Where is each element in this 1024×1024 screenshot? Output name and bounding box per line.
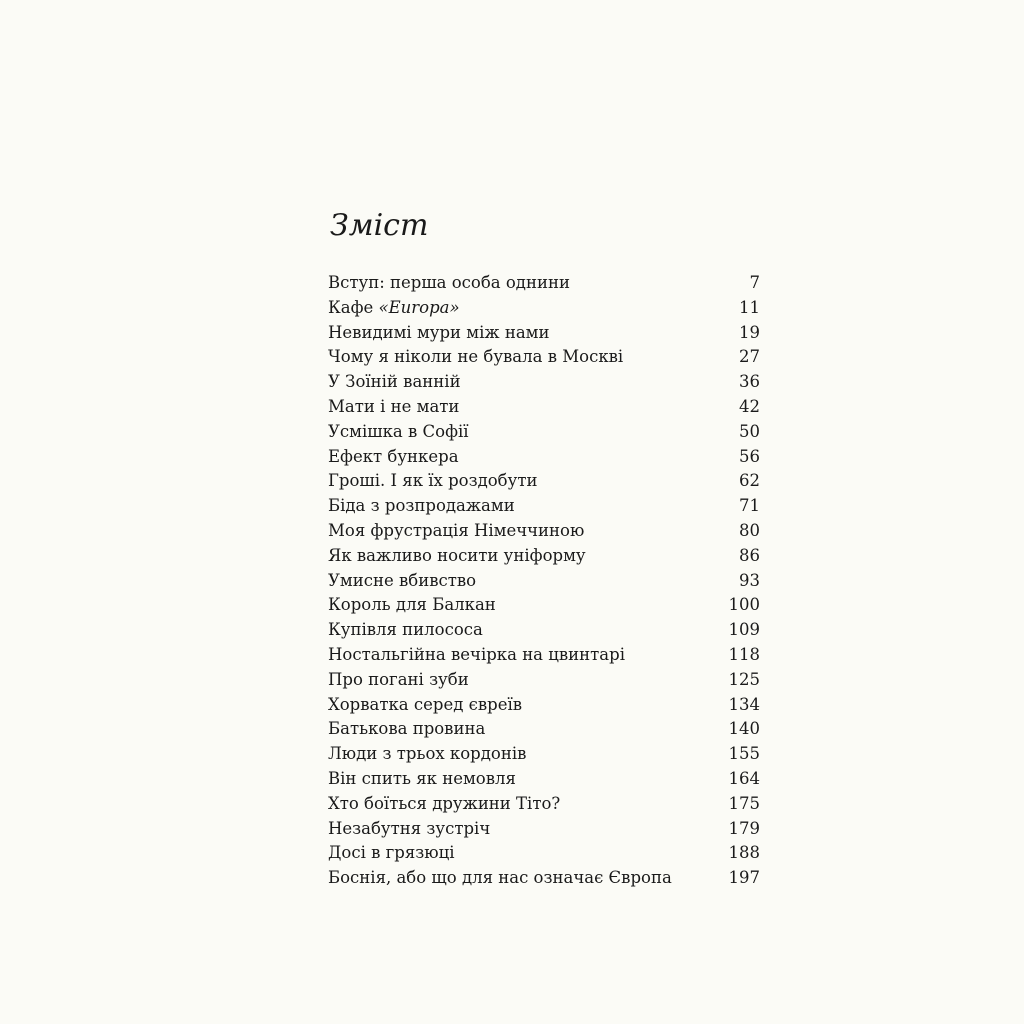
- toc-entry-page-number: 179: [728, 818, 760, 838]
- toc-entry-title-text: Про погані зуби: [328, 669, 469, 689]
- toc-entry-title-text: Незабутня зустріч: [328, 818, 491, 838]
- toc-entry-title-text: Король для Балкан: [328, 595, 496, 615]
- toc-entry-title: [328, 643, 625, 668]
- toc-entry-title: [328, 370, 461, 395]
- toc-entry-title: [328, 321, 550, 346]
- toc-entry: [328, 792, 760, 817]
- toc-entry-title: [328, 792, 560, 817]
- toc-entry-title-text: Гроші. І як їх роздобути: [328, 471, 538, 491]
- toc-entry: [328, 345, 760, 370]
- toc-entry-page-number: 62: [739, 471, 760, 491]
- toc-entry-page-number: 140: [728, 719, 760, 739]
- toc-entry-title: [328, 841, 455, 866]
- toc-entry-page-number: 164: [728, 768, 760, 788]
- toc-entry: [328, 643, 760, 668]
- toc-entry-title-text: У Зоїній ванній: [328, 372, 461, 392]
- toc-entry: [328, 296, 760, 321]
- toc-entry: [328, 593, 760, 618]
- toc-entry-title: [328, 767, 516, 792]
- toc-entry-title: [328, 866, 672, 891]
- toc-entry-page-number: 118: [728, 644, 760, 664]
- toc-entry-title: [328, 519, 584, 544]
- toc-entry-title-text: Досі в грязюці: [328, 843, 455, 863]
- toc-entry-page-number: 134: [728, 694, 760, 714]
- toc-entry-title-text: Як важливо носити уніформу: [328, 545, 586, 565]
- toc-entry: [328, 618, 760, 643]
- toc-entry-page-number: 109: [728, 620, 760, 640]
- toc-entry-page-number: 175: [728, 793, 760, 813]
- toc-entry: [328, 469, 760, 494]
- toc-entry-page-number: 188: [728, 843, 760, 863]
- toc-entry: [328, 395, 760, 420]
- toc-entry-page-number: 27: [739, 347, 760, 367]
- toc-entry-title: [328, 395, 459, 420]
- toc-entry-title-text: Боснія, або що для нас означає Європа: [328, 868, 672, 888]
- toc-entry-title: [328, 668, 469, 693]
- toc-entry: [328, 742, 760, 767]
- toc-entry-page-number: 50: [739, 421, 760, 441]
- toc-entry-title-text: Хорватка серед євреїв: [328, 694, 523, 714]
- toc-entry: [328, 817, 760, 842]
- toc-entry-title-italic: «Europa»: [378, 297, 460, 317]
- toc-entry-page-number: 19: [739, 322, 760, 342]
- toc-entry-title-text: Ностальгійна вечірка на цвинтарі: [328, 644, 625, 664]
- toc-entry: [328, 668, 760, 693]
- toc-entry-title: [328, 618, 483, 643]
- toc-entry-title-text: Люди з трьох кордонів: [328, 744, 527, 764]
- toc-entry-page-number: 100: [728, 595, 760, 615]
- toc-entry-title-text: Купівля пилососа: [328, 620, 483, 640]
- toc-entry-title: [328, 420, 469, 445]
- toc-entry-page-number: 86: [739, 545, 760, 565]
- toc-entry-page-number: 36: [739, 372, 760, 392]
- page-title: Зміст: [330, 208, 429, 243]
- toc-entry-title: [328, 544, 586, 569]
- toc-entry-page-number: 197: [728, 868, 760, 888]
- toc-entry-title-text: Біда з розпродажами: [328, 496, 515, 516]
- toc-entry-page-number: 42: [739, 396, 760, 416]
- toc-entry-title-text: Невидимі мури між нами: [328, 322, 550, 342]
- toc-entry-page-number: 56: [739, 446, 760, 466]
- toc-entry: [328, 494, 760, 519]
- toc-entry-title: [328, 742, 526, 767]
- toc-entry-title: [328, 469, 537, 494]
- toc-entry-title: [328, 296, 460, 321]
- toc-entry-title-text: Батькова провина: [328, 719, 486, 739]
- toc-entry-title: [328, 271, 570, 296]
- toc-entry-title-text: Умисне вбивство: [328, 570, 477, 590]
- toc-entry-title-text: Він спить як немовля: [328, 768, 516, 788]
- toc-entry-title: [328, 345, 623, 370]
- toc-entry-page-number: 155: [728, 744, 760, 764]
- toc-entry: [328, 693, 760, 718]
- toc-entry-page-number: 71: [739, 496, 760, 516]
- toc-entry: [328, 271, 760, 296]
- toc-entry-page-number: 11: [739, 297, 760, 317]
- toc-entry-title: [328, 693, 522, 718]
- toc-entry: [328, 767, 760, 792]
- toc-entry-title: [328, 445, 459, 470]
- toc-entry-title-text: Вступ: перша особа однини: [328, 273, 570, 292]
- toc-entry: [328, 544, 760, 569]
- toc-entry-title-text: Чому я ніколи не бувала в Москві: [328, 347, 624, 367]
- toc-entry: [328, 370, 760, 395]
- toc-entry-title: [328, 569, 476, 594]
- toc-entry-title: [328, 494, 515, 519]
- toc-entry: [328, 321, 760, 346]
- toc-entry: [328, 569, 760, 594]
- toc-entry-title-text: Моя фрустрація Німеччиною: [328, 520, 585, 540]
- toc-entry-title-text: Мати і не мати: [328, 396, 460, 416]
- toc-entry-title-text: Ефект бункера: [328, 446, 459, 466]
- toc-entry-page-number: 93: [739, 570, 760, 590]
- toc-entry: [328, 445, 760, 470]
- toc-entry: [328, 717, 760, 742]
- toc-entry: [328, 841, 760, 866]
- toc-entry-page-number: 80: [739, 520, 760, 540]
- table-of-contents: [328, 271, 760, 891]
- toc-entry-title-text: Хто боїться дружини Тіто?: [328, 793, 561, 813]
- toc-entry-title: [328, 717, 485, 742]
- toc-entry-title: [328, 593, 496, 618]
- toc-entry: [328, 519, 760, 544]
- toc-entry-page-number: 7: [749, 273, 760, 292]
- toc-entry: [328, 420, 760, 445]
- toc-entry-title-text: Кафе: [328, 297, 379, 317]
- toc-entry: [328, 866, 760, 891]
- toc-entry-page-number: 125: [728, 669, 760, 689]
- toc-entry-title-text: Усмішка в Софії: [328, 421, 469, 441]
- toc-entry-title: [328, 817, 490, 842]
